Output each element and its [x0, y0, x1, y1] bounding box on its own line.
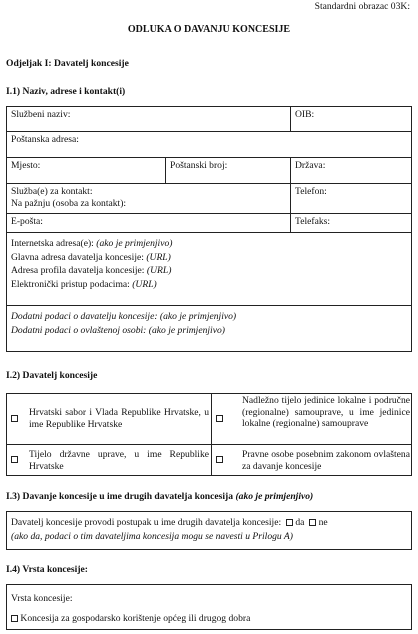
grantor-option-state-body[interactable] [6, 444, 212, 476]
checkbox-parliament[interactable] [11, 415, 18, 422]
main-address-line: Glavna adresa davatelja koncesije: (URL) [11, 251, 171, 263]
form-code: Standardni obrazac 03K: [314, 1, 410, 12]
attention-label: Na pažnju (osoba za kontakt): [11, 197, 127, 209]
postal-address-field[interactable] [6, 131, 412, 158]
email-field[interactable] [6, 213, 291, 233]
town-label: Mjesto: [11, 160, 41, 171]
checkbox-yes[interactable] [286, 519, 293, 526]
profile-address-line: Adresa profila davatelja koncesije: (URL) [11, 265, 172, 276]
grantor-option-parliament[interactable] [6, 393, 212, 445]
town-field[interactable] [6, 157, 166, 184]
grantor-option-legal-persons[interactable] [211, 444, 412, 476]
internet-address-line: Internetska adresa(e): (ako je primjenjivo) [11, 238, 173, 249]
yes-label: da [295, 517, 305, 528]
postal-code-label: Poštanski broj: [170, 160, 228, 171]
country-field[interactable] [290, 157, 412, 184]
concession-type-option-label: Koncesija za gospodarsko korištenje općeg ili drugog dobra [20, 613, 251, 624]
extra-authorised-line: Dodatni podaci o ovlaštenoj osobi: (ako je primjenjivo) [11, 324, 225, 336]
subsection-heading-i1: I.1) Naziv, adrese i kontakt(i) [6, 86, 126, 97]
contact-point-label: Služba(e) za kontakt: [11, 186, 93, 197]
checkbox-concession-type[interactable] [11, 615, 18, 622]
checkbox-no[interactable] [309, 519, 316, 526]
checkbox-legal-persons[interactable] [216, 456, 223, 463]
grantor-option-state-body-label: Tijelo državne uprave, u ime Republike Hrvatske [29, 449, 209, 472]
on-behalf-question: Davatelj koncesije provodi postupak u ime drugih davatelja koncesije: da ne [11, 517, 328, 528]
country-label: Država: [295, 160, 326, 171]
additional-info-block[interactable] [6, 305, 412, 352]
concession-type-label: Vrsta koncesije: [11, 593, 73, 604]
official-name-label: Službeni naziv: [11, 109, 71, 120]
email-label: E-pošta: [11, 216, 43, 227]
section-heading: Odjeljak I: Davatelj koncesije [6, 58, 129, 69]
internet-addresses-block[interactable] [6, 232, 412, 306]
document-title: ODLUKA O DAVANJU KONCESIJE [127, 24, 291, 35]
subsection-heading-i4: I.4) Vrsta koncesije: [6, 564, 88, 575]
subsection-heading-i2: I.2) Davatelj koncesije [6, 370, 98, 381]
grantor-option-local-label: Nadležno tijelo jedinice lokalne i područne (regionalne) samouprave, u ime jedinice lokalne (regionalne) samouprave [242, 395, 410, 430]
concession-type-option[interactable] [11, 612, 407, 626]
phone-field[interactable] [290, 183, 412, 214]
postal-address-label: Poštanska adresa: [11, 134, 79, 145]
grantor-option-parliament-label: Hrvatski sabor i Vlada Republike Hrvatske, u ime Republike Hrvatske [29, 407, 209, 430]
checkbox-local[interactable] [216, 415, 223, 422]
on-behalf-note: (ako da, podaci o tim davateljima koncesija mogu se navesti u Prilogu A) [11, 530, 293, 542]
fax-label: Telefaks: [295, 216, 331, 227]
grantor-option-local[interactable] [211, 393, 412, 445]
extra-grantor-line: Dodatni podaci o davatelju koncesije: (ako je primjenjivo) [11, 311, 237, 322]
postal-code-field[interactable] [165, 157, 291, 184]
grantor-option-legal-persons-label: Pravne osobe posebnim zakonom ovlaštena za davanje koncesije [242, 449, 410, 472]
checkbox-state-body[interactable] [11, 456, 18, 463]
contact-point-field[interactable] [6, 183, 291, 214]
no-label: ne [318, 517, 328, 528]
official-name-field[interactable] [6, 106, 291, 132]
oib-field[interactable] [290, 106, 412, 132]
on-behalf-block [6, 511, 412, 550]
fax-field[interactable] [290, 213, 412, 233]
electronic-access-line: Elektronički pristup podacima: (URL) [11, 278, 157, 290]
subsection-heading-i3: I.3) Davanje koncesije u ime drugih davatelja koncesija (ako je primjenjivo) [6, 491, 314, 502]
oib-label: OIB: [295, 109, 315, 120]
phone-label: Telefon: [295, 186, 327, 197]
concession-type-block [6, 584, 412, 630]
